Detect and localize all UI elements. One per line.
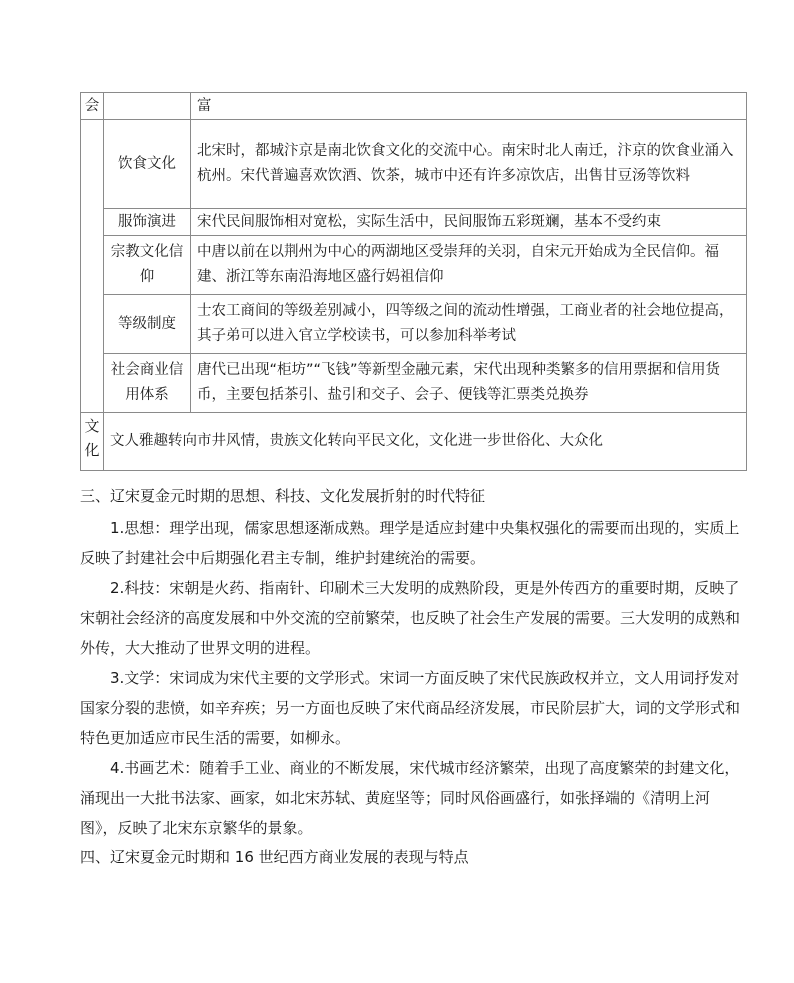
row-content-rank: 士农工商间的等级差别减小，四等级之间的流动性增强，工商业者的社会地位提高，其子弟可以进入官立学校读书，可以参加科举考试 (191, 295, 747, 354)
label-cell (104, 93, 191, 120)
paragraph-thought: 1.思想：理学出现，儒家思想逐渐成熟。理学是适应封建中央集权强化的需要而出现的，实质上反映了封建社会中后期强化君主专制，维护封建统治的需要。 (80, 519, 740, 567)
section-4-heading: 四、辽宋夏金元时期和 16 世纪西方商业发展的表现与特点 (80, 848, 469, 866)
row-label-religion: 宗教文化信仰 (104, 236, 191, 295)
row-content-credit: 唐代已出现“柜坊”“飞钱”等新型金融元素，宋代出现种类繁多的信用票据和信用货币，主要包括茶引、盐引和交子、会子、便钱等汇票类兑换券 (191, 354, 747, 413)
paragraph-art: 4.书画艺术：随着手工业、商业的不断发展，宋代城市经济繁荣，出现了高度繁荣的封建文化，涌现出一大批书法家、画家，如北宋苏轼、黄庭坚等；同时风俗画盛行，如张择端的《清明上河图》，反映了北宋东京繁华的景象。 (80, 759, 740, 837)
row-label-rank: 等级制度 (104, 295, 191, 354)
table-row (81, 295, 747, 354)
row-label-food: 饮食文化 (104, 120, 191, 209)
row-label-credit: 社会商业信用体系 (104, 354, 191, 413)
row-content-food: 北宋时，都城汴京是南北饮食文化的交流中心。南宋时北人南迁，汴京的饮食业涌入杭州。宋代普遍喜欢饮酒、饮茶，城市中还有许多凉饮店，出售甘豆汤等饮料 (191, 120, 747, 209)
category-cell (81, 120, 104, 413)
row-content-clothing: 宋代民间服饰相对宽松，实际生活中，民间服饰五彩斑斓，基本不受约束 (191, 209, 747, 236)
category-cell: 会 (81, 93, 104, 120)
section-3-heading: 三、辽宋夏金元时期的思想、科技、文化发展折射的时代特征 (80, 487, 486, 505)
culture-label-line1: 文 (84, 417, 100, 435)
table-row (81, 413, 747, 471)
culture-label-line2: 化 (84, 441, 100, 459)
table-row (81, 120, 747, 209)
row-content-religion: 中唐以前在以荆州为中心的两湖地区受崇拜的关羽，自宋元开始成为全民信仰。福建、浙江等东南沿海地区盛行妈祖信仰 (191, 236, 747, 295)
culture-category-cell (81, 413, 104, 471)
paragraph-technology: 2.科技：宋朝是火药、指南针、印刷术三大发明的成熟阶段，更是外传西方的重要时期，反映了宋朝社会经济的高度发展和中外交流的空前繁荣，也反映了社会生产发展的需要。三大发明的成熟和外传，大大推动了世界文明的进程。 (80, 579, 741, 657)
table-row (81, 209, 747, 236)
table-row (81, 93, 747, 120)
table-row (81, 236, 747, 295)
content-cell: 富 (191, 93, 747, 120)
row-label-clothing: 服饰演进 (104, 209, 191, 236)
culture-content-cell: 文人雅趣转向市井风情，贵族文化转向平民文化，文化进一步世俗化、大众化 (104, 413, 747, 471)
table-row (81, 354, 747, 413)
paragraph-literature: 3.文学：宋词成为宋代主要的文学形式。宋词一方面反映了宋代民族政权并立，文人用词抒发对国家分裂的悲愤，如辛弃疾；另一方面也反映了宋代商品经济发展，市民阶层扩大，词的文学形式和特色更加适应市民生活的需要，如柳永。 (80, 669, 741, 747)
social-life-table (80, 92, 747, 471)
